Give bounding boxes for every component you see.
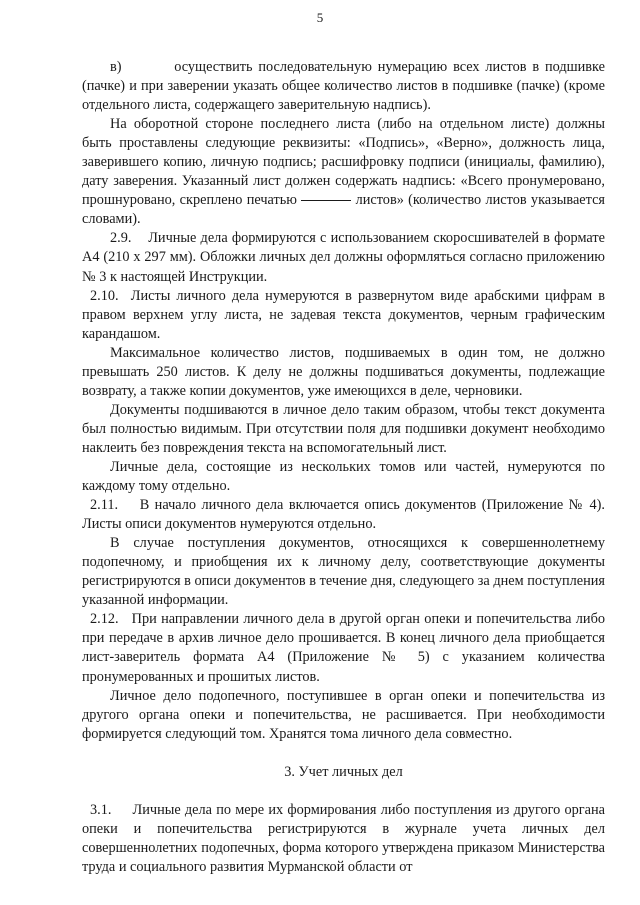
document-body bbox=[82, 58, 605, 877]
paragraph-certification-requisites bbox=[82, 115, 605, 229]
paragraph-max-sheets: Максимальное количество листов, подшиваемых в один том, не должно превышать 250 листов. К делу не должны подшиваться документы, подлежащие возврату, а также копии документов, уже имеющихся в деле, черновики. bbox=[82, 344, 605, 399]
blank-line bbox=[301, 200, 351, 201]
paragraph-item-v: в) осуществить последовательную нумерацию всех листов в подшивке (пачке) и при заверении указать общее количество листов в подшивке (пачке) (кроме отдельного листа, содержащего заверительную надпись). bbox=[82, 59, 605, 114]
paragraph-volumes-numbering: Личные дела, состоящие из нескольких томов или частей, нумеруются по каждому тому отдельно. bbox=[82, 458, 605, 495]
paragraph-2-11: 2.11. В начало личного дела включается опись документов (Приложение № 4). Листы описи документов нумеруются отдельно. bbox=[82, 497, 605, 533]
spacer bbox=[82, 744, 605, 763]
paragraph-3-1: 3.1. Личные дела по мере их формирования либо поступления из другого органа опеки и попечительства регистрируются в журнале учета личных дел совершеннолетних подопечных, форма которого утверждена приказом Министерства труда и социального развития Мурманской области от bbox=[82, 801, 605, 875]
certification-text-end: листов» (количество листов указывается словами). bbox=[82, 192, 605, 228]
paragraph-2-10: 2.10. Листы личного дела нумеруются в развернутом виде арабскими цифрам в правом верхнем углу листа, не задевая текста документов, черным графическим карандашом. bbox=[82, 287, 605, 342]
paragraph-2-9: 2.9. Личные дела формируются с использованием скоросшивателей в формате А4 (210 х 297 мм). Обложки личных дел должны оформляться согласно приложению № 3 к настоящей Инструкции. bbox=[82, 230, 605, 285]
spacer bbox=[82, 782, 605, 801]
section-heading: 3. Учет личных дел bbox=[284, 763, 403, 780]
paragraph-2-12: 2.12. При направлении личного дела в другой орган опеки и попечительства либо при передаче в архив личное дело прошивается. В конец личного дела приобщается лист-заверитель формата А4 (Приложение № 5) с указанием количества пронумерованных и прошитых листов. bbox=[82, 611, 605, 685]
paragraph-documents-bound: Документы подшиваются в личное дело таким образом, чтобы текст документа был полностью видимым. При отсутствии поля для подшивки документ необходимо наклеить без повреждения текста на вспомогательный лист. bbox=[82, 401, 605, 456]
paragraph-transferred-case: Личное дело подопечного, поступившее в орган опеки и попечительства из другого органа опеки и попечительства, не расшивается. При необходимости формируется следующий том. Хранятся тома личного дела совместно. bbox=[82, 687, 605, 742]
certification-text: На оборотной стороне последнего листа (либо на отдельном листе) должны быть проставлены следующие реквизиты: «Подпись», «Верно», должность лица, заверившего копию, личную подпись; расшифровку подписи (инициалы, фамилию), дату заверения. Указанный лист должен содержать надпись: «Всего пронумеровано, прошнуровано, скреплено печатью bbox=[82, 116, 605, 209]
paragraph-documents-receipt: В случае поступления документов, относящихся к совершеннолетнему подопечному, и приобщения их к личному делу, соответствующие документы регистрируются в описи документов в течение дня, следующего за днем поступления указанной информации. bbox=[82, 535, 605, 609]
page-number: 5 bbox=[316, 10, 324, 25]
